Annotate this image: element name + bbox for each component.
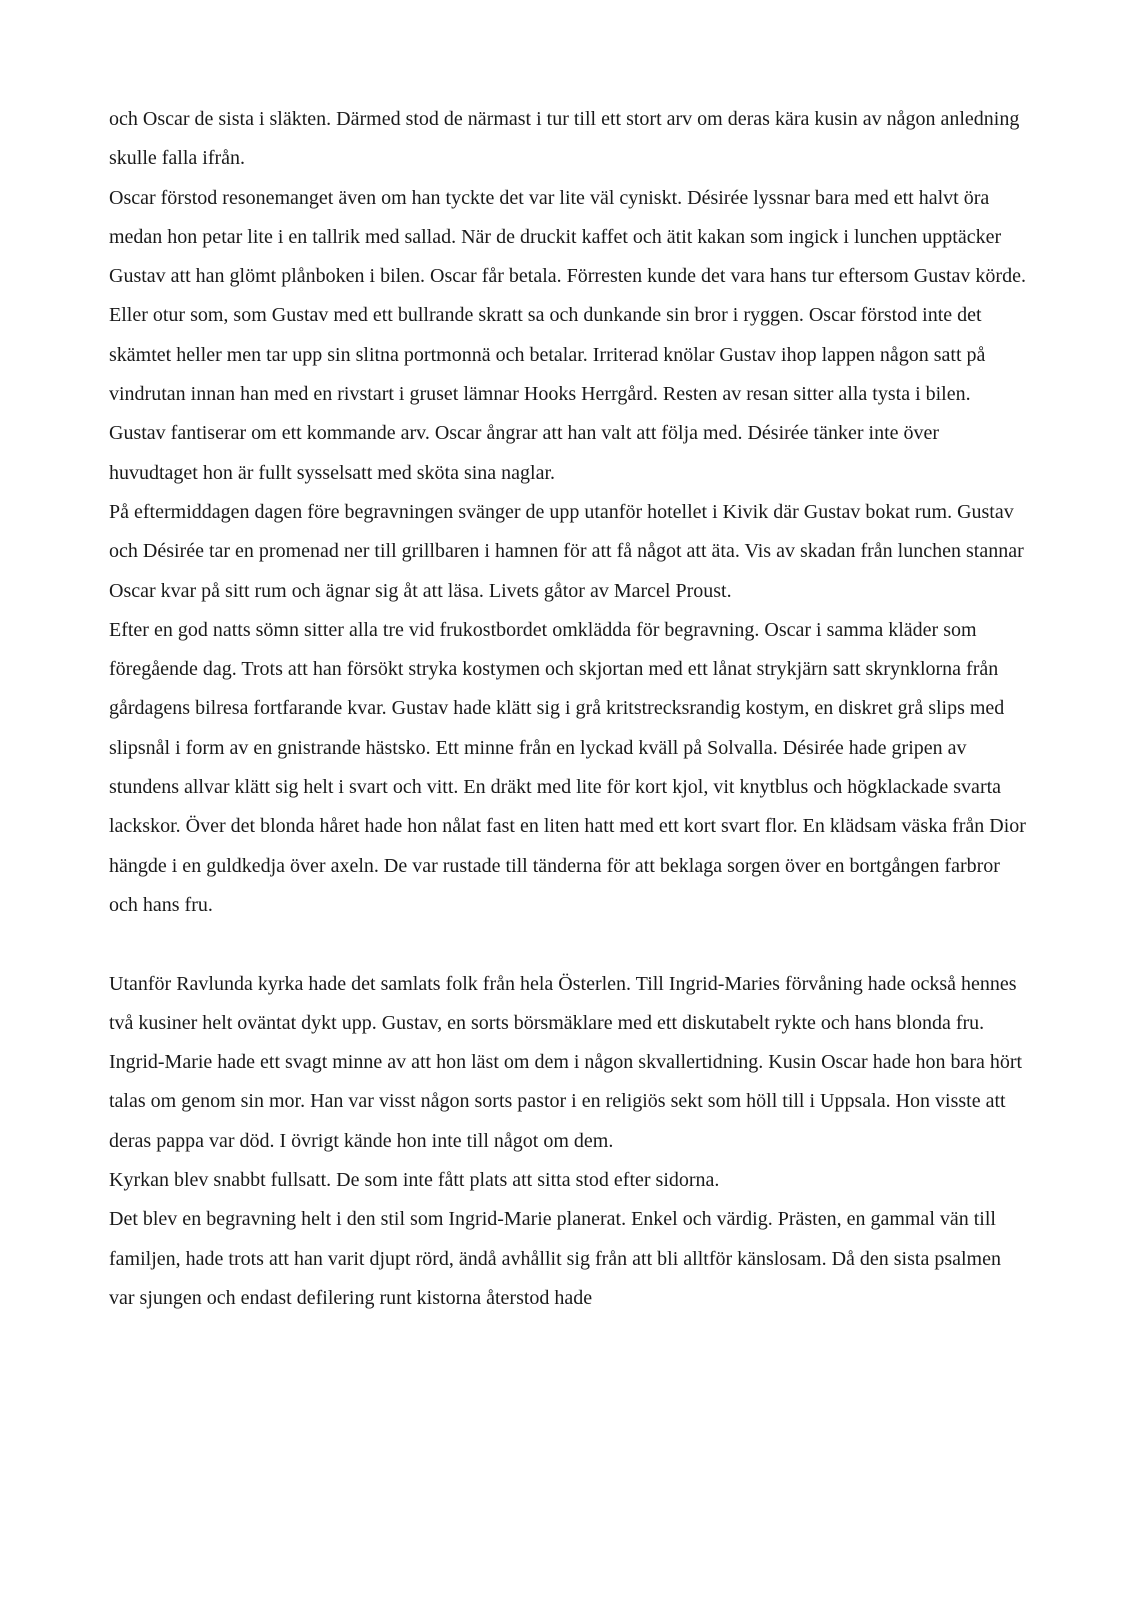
paragraph-2: Oscar förstod resonemanget även om han tyckte det var lite väl cyniskt. Désirée lyssnar bara med ett halvt öra medan hon petar lite i en tallrik med sallad. När de druckit kaffet och ätit kakan som ingick i lunchen upptäcker Gustav att han glömt plånboken i bilen. Oscar får betala. Förresten kunde det vara hans tur eftersom Gustav körde. Eller otur som, som Gustav med ett bullrande skratt sa och dunkande sin bror i ryggen. Oscar förstod inte det skämtet heller men tar upp sin slitna portmonnä och betalar. Irriterad knölar Gustav ihop lappen någon satt på vindrutan innan han med en rivstart i gruset lämnar Hooks Herrgård. Resten av resan sitter alla tysta i bilen. Gustav fantiserar om ett kommande arv. Oscar ångrar att han valt att följa med. Désirée tänker inte över huvudtaget hon är fullt sysselsatt med sköta sina naglar. <box>109 186 1026 484</box>
paragraph-7: Det blev en begravning helt i den stil som Ingrid-Marie planerat. Enkel och värdig. Prästen, en gammal vän till familjen, hade trots att han varit djupt rörd, ändå avhållit sig från att bli alltför känslosam. Då den sista psalmen var sjungen och endast defilering runt kistorna återstod hade <box>109 1208 1001 1309</box>
paragraph-6: Kyrkan blev snabbt fullsatt. De som inte fått plats att sitta stod efter sidorna. <box>109 1169 720 1192</box>
section-break <box>109 925 1029 964</box>
paragraph-3: På eftermiddagen dagen före begravningen svänger de upp utanför hotellet i Kivik där Gustav bokat rum. Gustav och Désirée tar en promenad ner till grillbaren i hamnen för att få något att äta. Vis av skadan från lunchen stannar Oscar kvar på sitt rum och ägnar sig åt att läsa. Livets gåtor av Marcel Proust. <box>109 500 1024 602</box>
paragraph-5: Utanför Ravlunda kyrka hade det samlats folk från hela Österlen. Till Ingrid-Maries förvåning hade också hennes två kusiner helt oväntat dykt upp. Gustav, en sorts börsmäklare med ett diskutabelt rykte och hans blonda fru. Ingrid-Marie hade ett svagt minne av att hon läst om dem i någon skvallertidning. Kusin Oscar hade hon bara hört talas om genom sin mor. Han var visst någon sorts pastor i en religiös sekt som höll till i Uppsala. Hon visste att deras pappa var död. I övrigt kände hon inte till något om dem. <box>109 972 1023 1152</box>
paragraph-4: Efter en god natts sömn sitter alla tre vid frukostbordet omklädda för begravning. Oscar i samma kläder som föregående dag. Trots att han försökt stryka kostymen och skjortan med ett lånat strykjärn satt skrynklorna från gårdagens bilresa fortfarande kvar. Gustav hade klätt sig i grå kritstrecksrandig kostym, en diskret grå slips med slipsnål i form av en gnistrande hästsko. Ett minne från en lyckad kväll på Solvalla. Désirée hade gripen av stundens allvar klätt sig helt i svart och vitt. En dräkt med lite för kort kjol, vit knytblus och högklackade svarta lackskor. Över det blonda håret hade hon nålat fast en liten hatt med ett kort svart flor. En klädsam väska från Dior hängde i en guldkedja över axeln. De var rustade till tänderna för att beklaga sorgen över en bortgången farbror och hans fru. <box>109 618 1026 916</box>
document-page <box>109 100 1029 1318</box>
paragraph-1: och Oscar de sista i släkten. Därmed stod de närmast i tur till ett stort arv om deras kära kusin av någon anledning skulle falla ifrån. <box>109 108 1020 170</box>
